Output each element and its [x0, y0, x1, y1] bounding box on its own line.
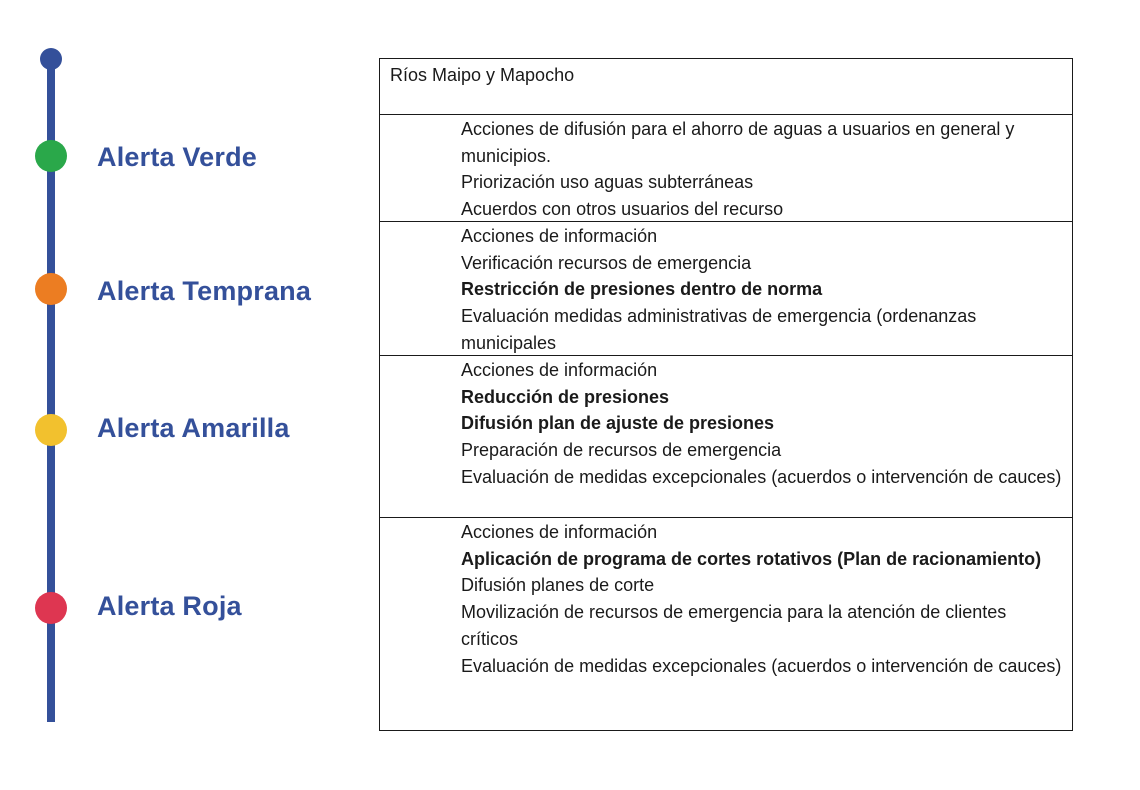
stage-dot-amarilla [35, 414, 67, 446]
stage-label-amarilla: Alerta Amarilla [97, 413, 290, 443]
table-item: Verificación recursos de emergencia [461, 252, 752, 273]
table-row-amarilla [380, 355, 1072, 517]
table-header-row [380, 59, 1072, 114]
table-item: Acciones de información [461, 360, 658, 380]
table-item: Difusión plan de ajuste de presiones [461, 413, 775, 434]
table-item: Evaluación medidas administrativas de emergencia (ordenanzas municipales [461, 306, 977, 353]
table-header: Ríos Maipo y Mapocho [390, 65, 575, 85]
table-item: Reducción de presiones [461, 386, 670, 407]
table-item: Restricción de presiones dentro de norma [461, 279, 823, 300]
table-row-roja [380, 517, 1072, 730]
stage-dot-roja [35, 592, 67, 624]
table-item: Evaluación de medidas excepcionales (acuerdos o intervención de cauces) [461, 466, 1062, 487]
table-item: Acciones de información [461, 226, 658, 246]
table-item: Aplicación de programa de cortes rotativos (Plan de racionamiento) [461, 548, 1042, 569]
stage-label-verde: Alerta Verde [97, 142, 257, 172]
stage-label-temprana: Alerta Temprana [97, 276, 312, 306]
table-item: Evaluación de medidas excepcionales (acuerdos o intervención de cauces) [461, 655, 1062, 676]
table-item: Acciones de difusión para el ahorro de aguas a usuarios en general y municipios. [461, 119, 1015, 166]
table-item: Preparación de recursos de emergencia [461, 440, 782, 461]
table-row-temprana [380, 221, 1072, 355]
table-item: Acuerdos con otros usuarios del recurso [461, 199, 784, 220]
table-item: Priorización uso aguas subterráneas [461, 172, 754, 193]
stage-dot-temprana [35, 273, 67, 305]
table-row-verde [380, 114, 1072, 221]
stage-label-roja: Alerta Roja [97, 591, 242, 621]
stage-dot-verde [35, 140, 67, 172]
table-item: Acciones de información [461, 522, 658, 542]
table-item: Movilización de recursos de emergencia para la atención de clientes críticos [461, 602, 1007, 649]
timeline-start-dot [40, 48, 62, 70]
table-item: Difusión planes de corte [461, 575, 655, 596]
measures-table [379, 58, 1073, 731]
